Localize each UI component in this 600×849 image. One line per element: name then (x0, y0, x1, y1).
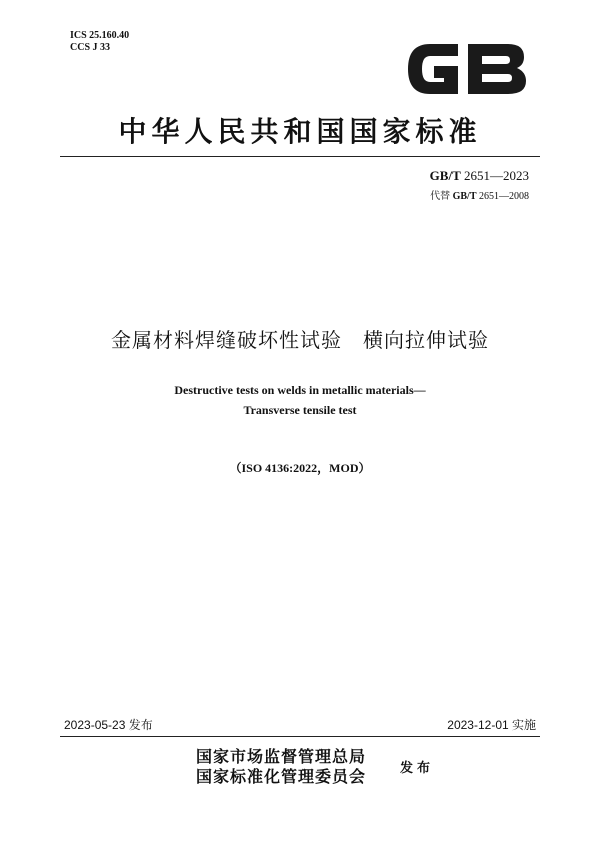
english-title (40, 380, 560, 420)
standard-year-number: 2651—2023 (464, 168, 529, 183)
replaces-prefix: GB/T (452, 191, 477, 202)
ccs-code: CCS J 33 (70, 42, 111, 53)
publish-date: 2023-05-23 发布 (64, 718, 153, 732)
implement-date: 2023-12-01 实施 (447, 718, 536, 732)
ics-code: ICS 25.160.40 (70, 30, 130, 41)
issue-label: 发布 (400, 761, 435, 776)
replaces-number: 2651—2008 (479, 191, 529, 202)
standard-prefix: GB/T (429, 168, 461, 183)
english-title-line2: Transverse tensile test (243, 403, 357, 417)
national-standard-title: 中华人民共和国国家标准 (118, 115, 482, 148)
gb-logo (400, 34, 532, 104)
classification-codes (70, 30, 129, 54)
issuer-samr: 国家市场监督管理总局 (196, 747, 367, 766)
top-divider (60, 156, 540, 157)
english-title-line1: Destructive tests on welds in metallic materials— (174, 383, 426, 397)
issuing-authorities (196, 747, 366, 787)
bottom-divider (60, 736, 540, 737)
issuer-sac: 国家标准化管理委员会 (196, 767, 367, 786)
replaces-label: 代替 (430, 191, 451, 202)
chinese-title: 金属材料焊缝破坏性试验 横向拉伸试验 (111, 328, 489, 352)
iso-adoption: （ISO 4136:2022，MOD） (229, 461, 371, 475)
standard-number (430, 168, 529, 184)
replaces-line (430, 187, 529, 202)
